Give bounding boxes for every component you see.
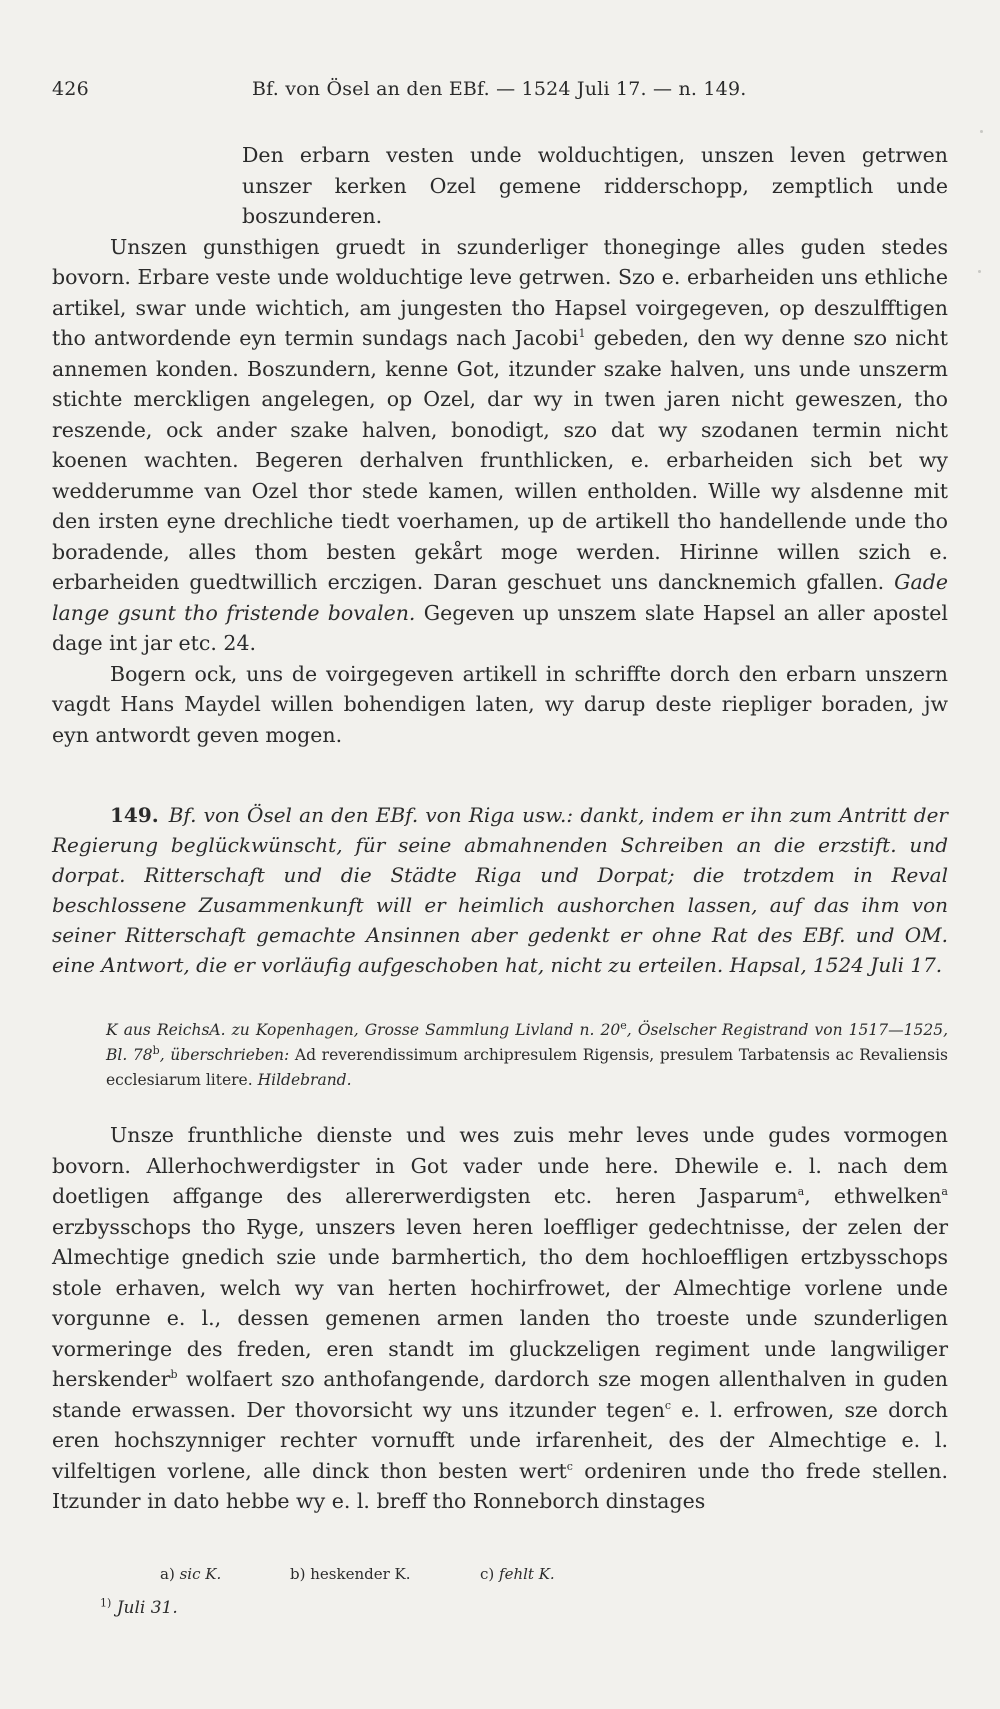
letter-address: Den erbarn vesten unde wolduchtigen, unszen leven getrwen unszer kerken Ozel gemene ridderschopp, zemptlich unde boszunderen. [242, 143, 948, 228]
note-label: c) [480, 1565, 495, 1583]
apparatus-ref: c [566, 1459, 573, 1473]
apparatus-ref: a [941, 1185, 948, 1199]
note-text: heskender K. [310, 1565, 411, 1583]
paper-speck [980, 130, 983, 133]
regest-text [52, 800, 948, 980]
source-note [106, 1018, 948, 1093]
footnote-1 [100, 1594, 178, 1622]
apparatus-ref: b [170, 1368, 178, 1382]
apparatus-ref: a [797, 1185, 805, 1199]
note-label: a) [160, 1565, 175, 1583]
note-a [160, 1560, 221, 1588]
source-sup: e [620, 1018, 627, 1032]
source-registrand: , Öselscher Registrand von 1517—1525, Bl. 78 [106, 1021, 949, 1064]
regest-body: Bf. von Ösel an den EBf. von Riga usw.: dankt, indem er ihn zum Antritt der Regierung beglückwünscht, für seine abmahnenden Schreiben an die erzstift. und dorpat. Ritterschaft und die Städte Riga und Dorpat; die trotzdem in Reval beschlossene Zusammenkunft will er heimlich aushorchen lassen, auf das ihm von seiner Ritterschaft gemachte Ansinnen aber gedenkt er ohne Rat des EBf. und OM. eine Antwort, die er vorläufig aufgeschoben hat, nicht zu erteilen. Hapsal, 1524 Juli 17. [52, 803, 948, 977]
letter-postscript: Bogern ock, uns de voirgegeven artikell in schriffte dorch den erbarn unszern vagdt Hans Maydel willen bohendigen laten, wy darup deste riepliger boraden, jw eyn antwordt geven mogen. [52, 661, 948, 747]
letter-148-conclusion [52, 140, 948, 750]
letter-body [52, 232, 948, 659]
document-number: 149. [110, 803, 159, 827]
letter-body-part: Unszen gunsthigen gruedt in szunderliger thoneginge alles guden stedes bovorn. Erbare veste unde wolduchtige leve getrwen. Szo e. erbarheiden uns ethliche artikel, swar unde wichtich, am jungesten tho Hapsel voirgegeven, op deszulfftigen tho antwordende eyn termin sundags nach Jacobi [52, 234, 948, 350]
running-title: Bf. von Ösel an den EBf. — 1524 Juli 17. — n. 149. [252, 78, 747, 100]
source-superscription-label: , überschrieben: [159, 1046, 290, 1064]
text-part: Unsze frunthliche dienste und wes zuis mehr leves unde gudes vormogen bovorn. Allerhochwerdigster in Got vader unde here. Dhewile e. l. nach dem doetligen affgange des allererwerdigsten etc. heren Jasparum [52, 1123, 948, 1208]
note-label: b) [290, 1565, 306, 1583]
apparatus-ref: c [664, 1398, 672, 1412]
source-sup: b [152, 1043, 160, 1057]
text-part: ordeniren unde tho frede stellen. Itzunder in dato hebbe wy e. l. breff tho Ronneborch dinstages [52, 1458, 948, 1513]
running-header [52, 78, 952, 108]
page-number: 426 [52, 78, 89, 100]
paper-speck [978, 270, 981, 273]
text-part: e. l. erfrowen, sze dorch eren hochszynniger rechter vornufft unde irfarenheit, des der Almechtige e. l. vilfeltigen vorlene, alle dinck thon besten wert [52, 1397, 949, 1483]
valediction: Gade lange gsunt tho fristende bovalen. [52, 570, 948, 625]
note-text: sic K. [179, 1565, 222, 1583]
text-part: erzbysschops tho Ryge, unszers leven heren loeffliger gedechtnisse, der zelen der Almechtige gnedich szie unde barmhertich, tho dem hochloeffligen ertzbysschops stole erhaven, welch wy van herten hochirfrowet, der Almechtige vorlene unde vorgunne e. l., dessen gemenen armen landen tho troeste unde szunderligen vormeringe des freden, eren standt im gluckzeligen regiment unde langwiliger herskender [52, 1214, 948, 1391]
source-editor: Hildebrand. [257, 1071, 352, 1089]
note-text: fehlt K. [499, 1565, 555, 1583]
document-149-text [52, 1120, 948, 1517]
footnote-text: Juli 31. [116, 1598, 178, 1618]
note-c [480, 1560, 555, 1588]
document-149-regest [52, 800, 948, 980]
footnote-ref: 1 [578, 327, 586, 341]
document-body [52, 1120, 948, 1517]
source-archive: K aus ReichsA. zu Kopenhagen, Grosse Sammlung Livland n. 20 [106, 1021, 621, 1039]
text-part: , ethwelken [804, 1184, 942, 1208]
source-superscription: Ad reverendissimum archipresulem Rigensis, presulem Tarbatensis ac Revaliensis ecclesiarum litere. [106, 1046, 948, 1089]
footnote-label: 1) [100, 1596, 112, 1610]
text-part: wolfaert szo anthofangende, dardorch sze mogen allenthalven in guden stande erwassen. Der thovorsicht wy uns itzunder tegen [52, 1367, 948, 1422]
letter-body-part: gebeden, den wy denne szo nicht annemen konden. Boszundern, kenne Got, itzunder szake halven, uns unde unszerm stichte merckligen angelegen, op Ozel, dar wy in twen jaren nicht geweszen, tho reszende, ock ander szake halven, bonodigt, szo dat wy szodanen termin nicht koenen wachten. Begeren derhalven frunthlicken, e. erbarheiden sich bet wy wedderumme van Ozel thor stede kamen, willen entholden. Wille wy alsdenne mit den irsten eyne drechliche tiedt voerhamen, up de artikell tho handellende unde tho boradende, alles thom besten gekårt moge werden. Hirinne willen szich e. erbarheiden guedtwillich erczigen. Daran geschuet uns dancknemich gfallen. [52, 326, 948, 594]
note-b [290, 1560, 411, 1588]
letter-date-line: Gegeven up unszem slate Hapsel an aller apostel dage int jar etc. 24. [52, 600, 948, 655]
